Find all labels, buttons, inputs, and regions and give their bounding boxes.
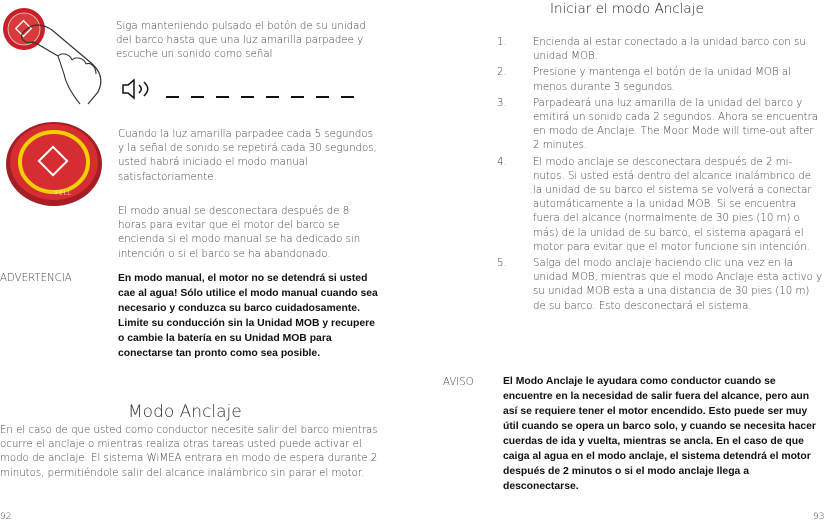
page-number-left: 92 <box>0 512 12 522</box>
warning-text: En modo manual, el motor no se detendrá si usted cae al agua! Sólo utilice el modo manual cuando sea necesario y conduzca su barco cuidadosamente. Limite su conducción sin la Unidad MOB y recupere o cambie la batería en su Unidad MOB para conectarse tan pronto como sea posible. <box>118 273 378 359</box>
speaker-sound-icon <box>120 78 156 100</box>
step-number: 5. <box>497 258 507 270</box>
sound-signal-dashes <box>166 86 366 105</box>
step-text: Presione y mantenga el botón de la unidad MOB al menos durante 3 segundos. <box>533 67 791 93</box>
right-page-title: Iniciar el modo Anclaje <box>550 1 704 17</box>
step-number: 3. <box>497 97 507 109</box>
section-title: Modo Anclaje <box>128 402 242 422</box>
step-number: 1. <box>497 37 507 48</box>
list-item <box>497 66 823 94</box>
step-text: Parpadeará una luz amarilla de la unidad del barco y emitirá un sonido cada 2 segundos. Ahora se encuentra en modo de Anclaje. The Moor Mode will time-out after 2 minutes. <box>533 97 819 152</box>
instruction-light-blinks: Cuando la luz amarilla parpadee cada 5 segundos y la señal de sonido se repetirá cada 30 segundos, usted habrá iniciado el modo manual satisfactoriamente. <box>118 129 377 183</box>
notice-label: AVISO <box>443 377 474 388</box>
page-number-right: 93 <box>813 512 825 522</box>
list-item <box>497 156 823 255</box>
step-text: Encienda al estar conectado a la unidad barco con su unidad MOB. <box>533 37 806 63</box>
list-item <box>497 257 823 314</box>
warning-label: ADVERTENCIA <box>0 273 72 284</box>
list-item <box>497 36 823 64</box>
step-number: 4. <box>497 156 507 168</box>
step-text: Salga del modo anclaje haciendo clic una vez en la unidad MOB, mientras que el modo Anclaje esta activo y su unidad MOB esta a una distancia de 30 pies (10 m) de su barco. Esto desconectará el sistema. <box>533 258 823 312</box>
step-number: 2. <box>497 67 507 79</box>
device-label: FELL <box>55 189 72 197</box>
notice-text: El Modo Anclaje le ayudara como conductor cuando se encuentre en la necesidad de salir fuera del alcance, pero aun así se requiere tener el motor encendido. Esto puede ser muy útil cuando se opera un barco solo, y cuando se necesita hacer cuerdas de ida y vuelta, mientras se ancla. En el caso de que caiga al agua en el modo anclaje, el sistema detendrá el motor después de 2 minutos o si el modo anclaje llega a desconectarse. <box>503 376 816 492</box>
step-text: El modo anclaje se desconectara después de 2 mi-nutos. Si usted está dentro del alcance inalámbrico de la unidad de su barco el sistema se volverá a conectar automáticamente a la unidad MOB. Si se encuentra fuera del alcance (normalmente de 30 pies (10 m) o más) de la unidad de su barco, el sistema apagará el motor para evitar que el motor funcione sin intención. <box>533 156 812 253</box>
list-item <box>497 97 823 154</box>
device-yellow-light-illustration <box>3 118 105 208</box>
instruction-hold-button: Siga manteniendo pulsado el botón de su unidad del barco hasta que una luz amarilla parpadee y escuche un sonido como señal <box>116 21 366 61</box>
steps-list <box>497 36 823 316</box>
instruction-timeout: El modo anual se desconectara después de 8 horas para evitar que el motor del barco se encienda si el modo manual se ha dedicado sin intención o si el barco se ha abandonado. <box>118 206 361 260</box>
hand-press-device-illustration <box>0 4 112 106</box>
section-text: En el caso de que usted como conductor necesite salir del barco mientras ocurre el anclaje o mientras realiza otras tareas usted puede activar el modo de anclaje. El sistema WiMEA entrara en modo de espera durante 2 minutos, permitiéndole salir del alcance inalámbrico sin parar el motor. <box>0 425 378 479</box>
